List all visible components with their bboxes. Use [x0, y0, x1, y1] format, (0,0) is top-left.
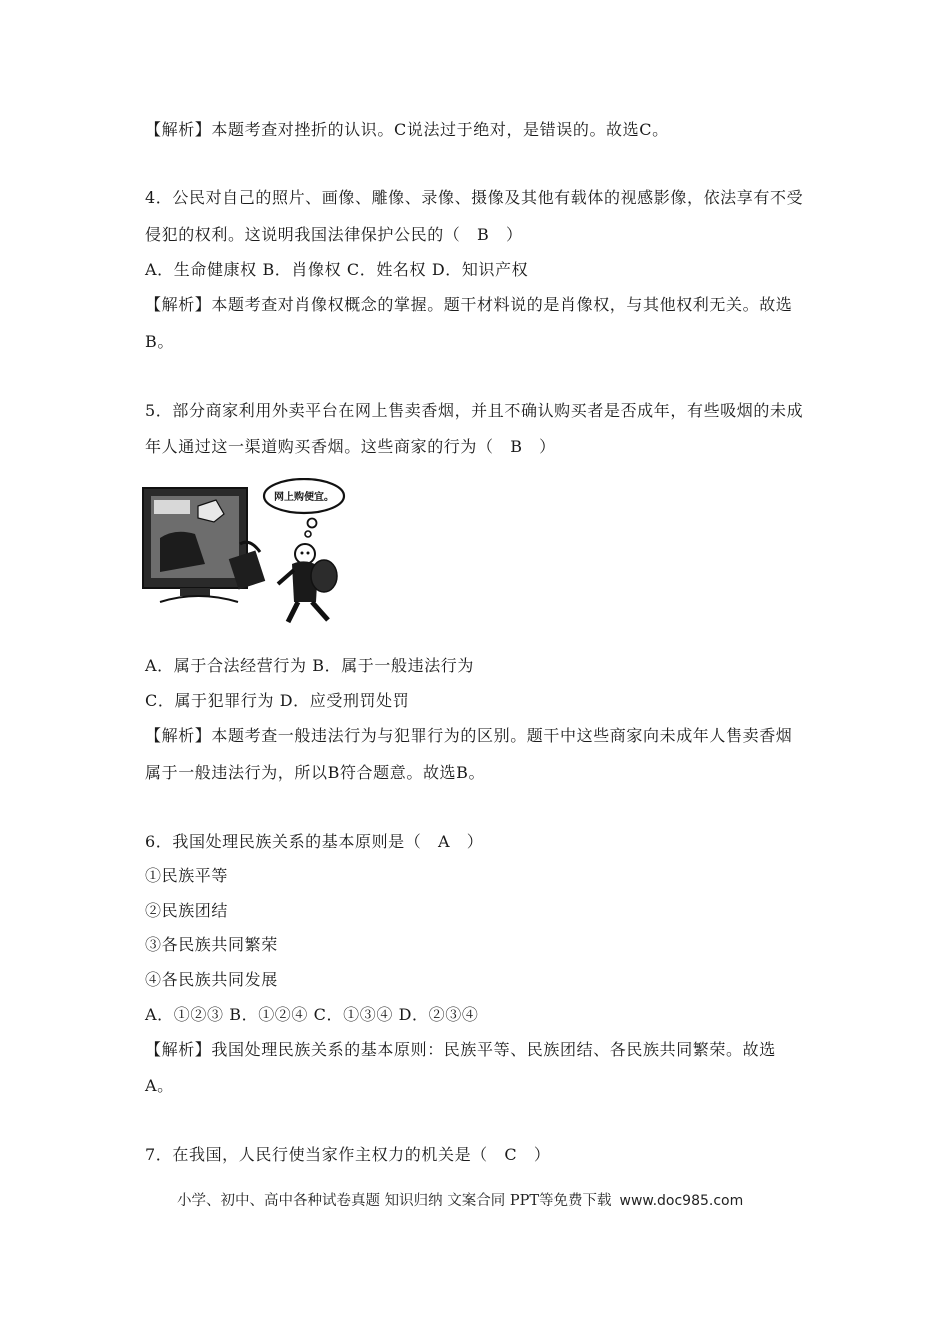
q4-stem-line2: 侵犯的权利。这说明我国法律保护公民的（ B ）: [145, 225, 523, 244]
footer: [177, 1192, 743, 1210]
thought-bubble: [264, 479, 344, 537]
q6-analysis-line1: 【解析】我国处理民族关系的基本原则：民族平等、民族团结、各民族共同繁荣。故选: [145, 1040, 776, 1059]
q6-item-2: ②民族团结: [145, 901, 229, 920]
q4-analysis-line2: B。: [145, 332, 174, 351]
q6-options: A．①②③ B．①②④ C．①③④ D．②③④: [145, 1005, 479, 1024]
footer-text: 小学、初中、高中各种试卷真题 知识归纳 文案合同 PPT等免费下载: [177, 1193, 612, 1209]
q5-options-line2: C．属于犯罪行为 D．应受刑罚处罚: [145, 691, 410, 710]
footer-url[interactable]: www.doc985.com: [619, 1193, 744, 1209]
q7-stem: 7．在我国，人民行使当家作主权力的机关是（ C ）: [145, 1145, 551, 1164]
cartoon-illustration: [140, 478, 362, 628]
q5-stem-line2: 年人通过这一渠道购买香烟。这些商家的行为（ B ）: [145, 437, 556, 456]
q6-item-4: ④各民族共同发展: [145, 970, 278, 989]
q5-stem-line1: 5．部分商家利用外卖平台在网上售卖香烟，并且不确认购买者是否成年，有些吸烟的未成: [145, 401, 804, 420]
monitor-icon: [143, 488, 247, 602]
q4-analysis-line1: 【解析】本题考查对肖像权概念的掌握。题干材料说的是肖像权，与其他权利无关。故选: [145, 295, 793, 314]
q4-options: A．生命健康权 B．肖像权 C．姓名权 D．知识产权: [145, 260, 529, 279]
q4-stem-line1: 4．公民对自己的照片、画像、雕像、录像、摄像及其他有载体的视感影像，依法享有不受: [145, 188, 804, 207]
q6-stem: 6．我国处理民族关系的基本原则是（ A ）: [145, 832, 484, 851]
q6-analysis-line2: A。: [145, 1076, 174, 1095]
q5-analysis-line1: 【解析】本题考查一般违法行为与犯罪行为的区别。题干中这些商家向未成年人售卖香烟: [145, 726, 793, 745]
bubble-text: 网上购便宜。: [274, 492, 334, 503]
q6-item-1: ①民族平等: [145, 866, 229, 885]
q5-analysis-line2: 属于一般违法行为，所以B符合题意。故选B。: [145, 763, 486, 782]
q6-item-3: ③各民族共同繁荣: [145, 935, 278, 954]
boy-figure-icon: [278, 544, 337, 622]
q5-options-line1: A．属于合法经营行为 B．属于一般违法行为: [145, 656, 474, 675]
q3-analysis: 【解析】本题考查对挫折的认识。C说法过于绝对，是错误的。故选C。: [145, 120, 669, 139]
